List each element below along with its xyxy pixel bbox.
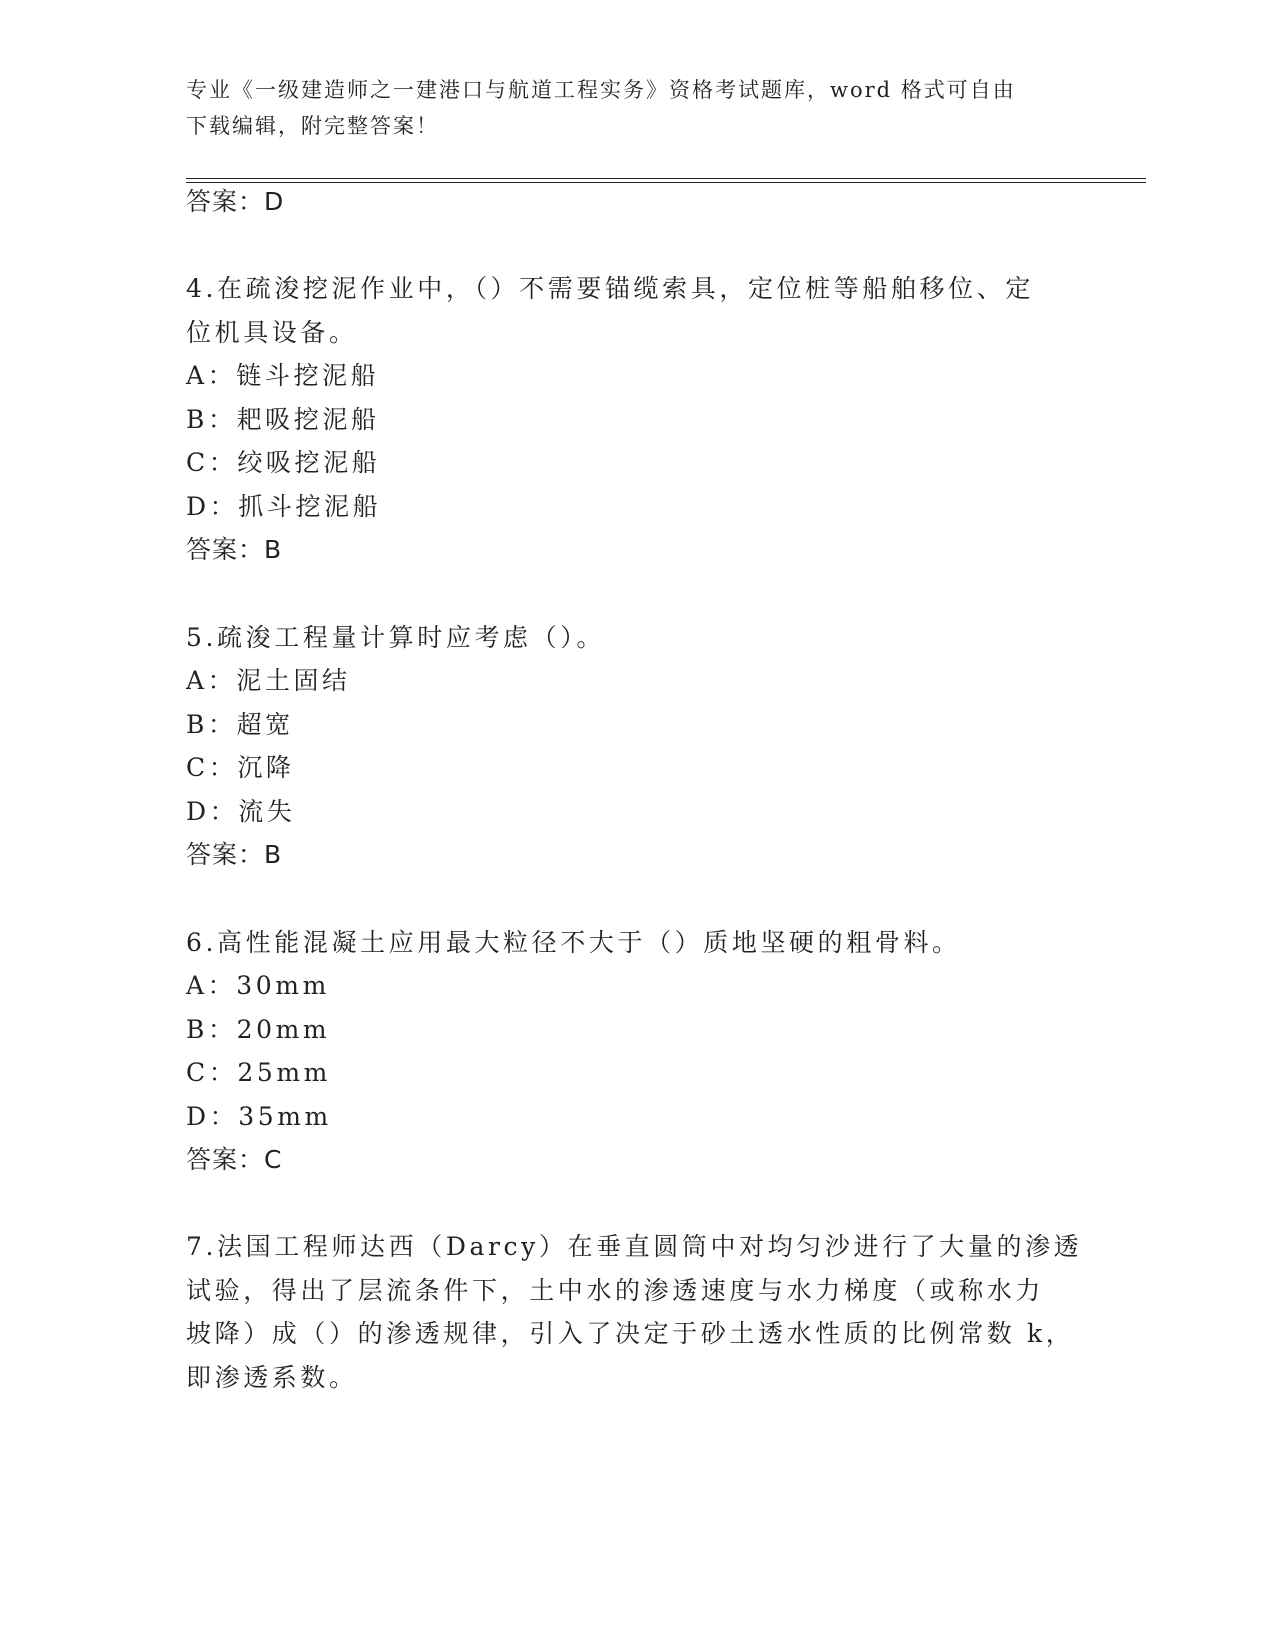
answer-value: B bbox=[264, 840, 283, 869]
question-7-stem-line-4: 即渗透系数。 bbox=[186, 1363, 358, 1392]
question-6-answer bbox=[186, 1143, 282, 1177]
answer-label: 答案： bbox=[186, 840, 265, 869]
question-4-option-c: C：绞吸挖泥船 bbox=[186, 448, 381, 477]
question-5-option-a: A：泥土固结 bbox=[186, 666, 351, 695]
question-4-option-d: D：抓斗挖泥船 bbox=[186, 492, 382, 521]
question-4-stem-line-2: 位机具设备。 bbox=[186, 318, 358, 347]
prev-answer bbox=[186, 185, 284, 219]
question-4-option-a: A：链斗挖泥船 bbox=[186, 361, 380, 390]
question-7-stem-line-1: 7.法国工程师达西（Darcy）在垂直圆筒中对均匀沙进行了大量的渗透 bbox=[186, 1232, 1083, 1261]
header-line-2: 下载编辑，附完整答案！ bbox=[186, 114, 439, 138]
header-divider-top bbox=[186, 178, 1146, 179]
question-4-answer bbox=[186, 533, 282, 567]
answer-label: 答案： bbox=[186, 187, 265, 216]
question-4-stem-line-1: 4.在疏浚挖泥作业中，（）不需要锚缆索具，定位桩等船舶移位、定 bbox=[186, 274, 1034, 303]
question-5-option-b: B：超宽 bbox=[186, 710, 294, 739]
header-divider-bottom bbox=[186, 182, 1146, 183]
question-5-option-d: D：流失 bbox=[186, 797, 296, 826]
answer-label: 答案： bbox=[186, 1145, 265, 1174]
header-line-1: 专业《一级建造师之一建港口与航道工程实务》资格考试题库，word 格式可自由 bbox=[186, 78, 1016, 102]
document-header bbox=[186, 72, 1086, 144]
question-7-stem-line-3: 坡降）成（）的渗透规律，引入了决定于砂土透水性质的比例常数 k， bbox=[186, 1319, 1075, 1348]
answer-label: 答案： bbox=[186, 535, 265, 564]
answer-value: D bbox=[264, 187, 285, 216]
question-4-option-b: B：耙吸挖泥船 bbox=[186, 405, 380, 434]
question-7-stem-line-2: 试验，得出了层流条件下，土中水的渗透速度与水力梯度（或称水力 bbox=[186, 1276, 1045, 1305]
question-6-option-c: C：25mm bbox=[186, 1058, 331, 1087]
answer-value: C bbox=[264, 1145, 283, 1174]
question-6-option-a: A：30mm bbox=[186, 971, 330, 1000]
question-5-answer bbox=[186, 838, 282, 872]
question-5-option-c: C：沉降 bbox=[186, 753, 295, 782]
question-6-option-d: D：35mm bbox=[186, 1102, 332, 1131]
answer-value: B bbox=[264, 535, 283, 564]
question-6-stem-line-1: 6.高性能混凝土应用最大粒径不大于（）质地坚硬的粗骨料。 bbox=[186, 928, 961, 957]
question-5-stem-line-1: 5.疏浚工程量计算时应考虑（）。 bbox=[186, 623, 605, 652]
question-6-option-b: B：20mm bbox=[186, 1015, 331, 1044]
